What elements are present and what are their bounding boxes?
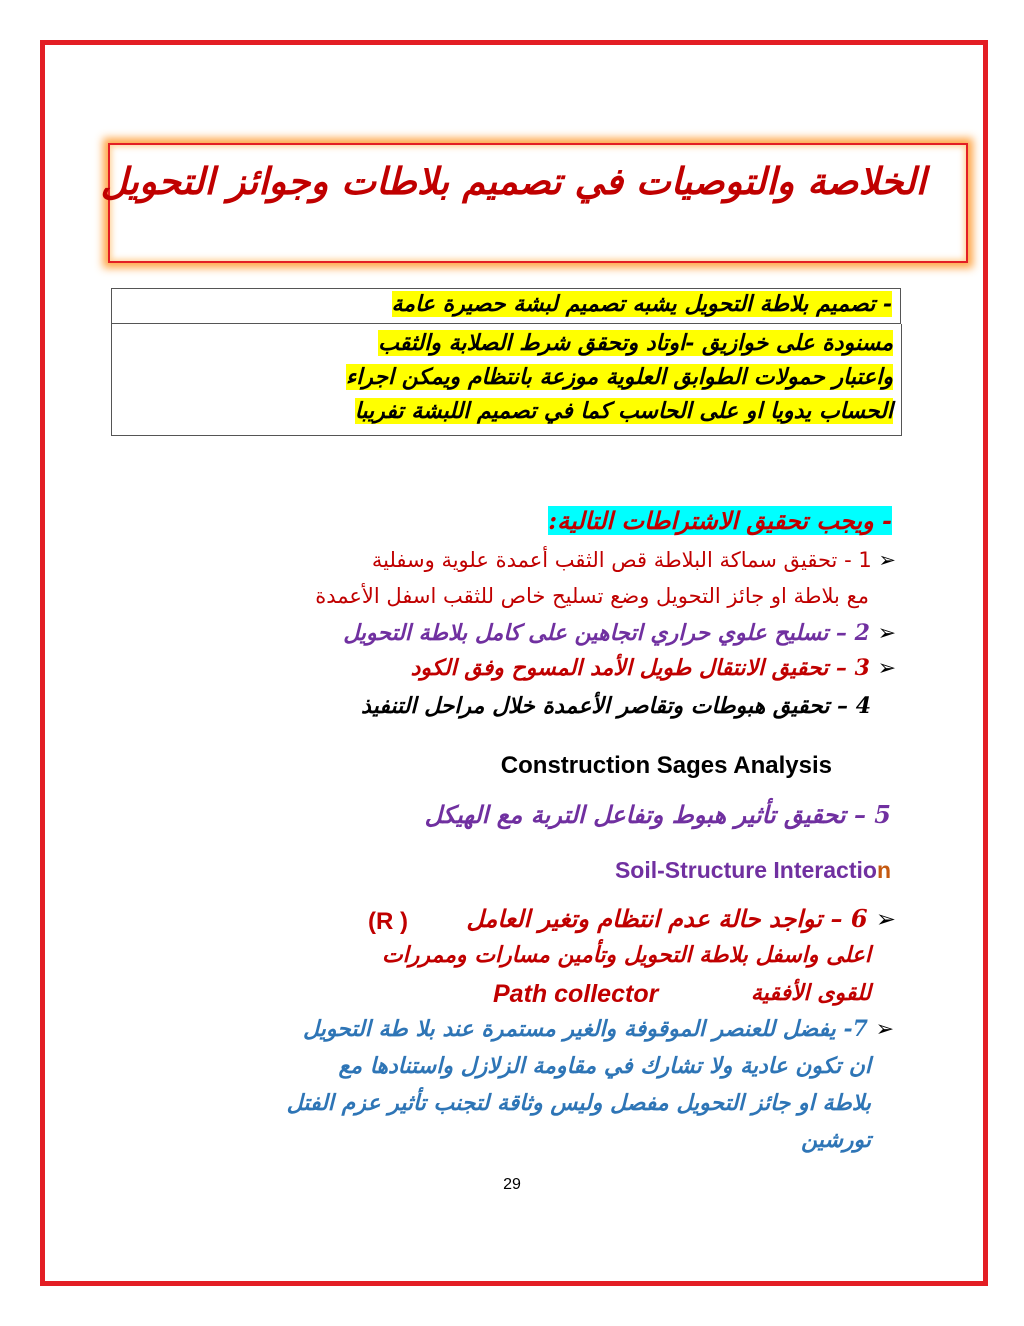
item-1-text: 1 - تحقيق سماكة البلاطة قص الثقب أعمدة علوية وسفلية bbox=[371, 548, 872, 572]
intro-text: - تصميم بلاطة التحويل يشبه تصميم لبشة حصيرة عامة bbox=[391, 291, 892, 317]
item-7-line-3: بلاطة او جائز التحويل مفصل وليس وثاقة لتجنب تأثير عزم الفتل bbox=[286, 1090, 871, 1116]
arrow-bullet-icon: ➢ bbox=[875, 1017, 894, 1042]
item-2-text: 2 – تسليح علوي حراري اتجاهين على كامل بلاطة التحويل bbox=[343, 620, 870, 646]
item-5-english bbox=[615, 857, 891, 884]
item-7-text: 7- يفضل للعنصر الموقوفة والغير مستمرة عند بلا طة التحويل bbox=[303, 1016, 868, 1042]
item-6-text: 6 – تواجد حالة عدم انتظام وتغير العامل bbox=[466, 904, 868, 933]
item-6-r-factor: (R ) bbox=[368, 908, 408, 935]
intro-line-3: الحساب يدويا او على الحاسب كما في تصميم اللبشة تفريبا bbox=[354, 398, 893, 424]
conditions-dash: - bbox=[882, 506, 892, 535]
item-1-line-2: مع بلاطة او جائز التحويل وضع تسليح خاص للثقب اسفل الأعمدة bbox=[315, 584, 869, 608]
item-7 bbox=[303, 1016, 894, 1042]
intro-line-1: مسنودة على خوازيق -اوتاد وتحقق شرط الصلابة والثقب bbox=[378, 330, 893, 356]
item-5: 5 – تحقيق تأثير هبوط وتفاعل التربة مع الهيكل bbox=[424, 800, 891, 829]
item-7-line-4: تورشين bbox=[801, 1127, 871, 1153]
arrow-bullet-icon: ➢ bbox=[875, 905, 896, 933]
item-5-english-last: n bbox=[876, 857, 891, 883]
page-number: 29 bbox=[503, 1176, 521, 1193]
arrow-bullet-icon: ➢ bbox=[877, 621, 896, 646]
item-2 bbox=[343, 620, 896, 646]
item-1 bbox=[372, 548, 896, 572]
item-4: 4 – تحقيق هبوطات وتقاصر الأعمدة خلال مراحل التنفيذ bbox=[361, 693, 871, 719]
item-6-english: Path collector bbox=[493, 980, 659, 1008]
item-6-line-3: للقوى الأفقية bbox=[750, 980, 871, 1006]
intro-details-box bbox=[111, 324, 902, 436]
item-5-english-main: Soil-Structure Interactio bbox=[614, 857, 877, 883]
intro-box bbox=[111, 288, 901, 324]
item-6-line-2: اعلى واسفل بلاطة التحويل وتأمين مسارات وممررات bbox=[381, 942, 871, 968]
arrow-bullet-icon: ➢ bbox=[878, 548, 896, 572]
page-title: الخلاصة والتوصيات في تصميم بلاطات وجوائز التحويل bbox=[100, 159, 926, 203]
intro-line-2: واعتبار حمولات الطوابق العلوية موزعة بانتظام ويمكن اجراء bbox=[345, 364, 893, 390]
arrow-bullet-icon: ➢ bbox=[877, 656, 896, 681]
item-3 bbox=[411, 655, 896, 681]
title-box bbox=[100, 143, 968, 263]
item-3-text: 3 – تحقيق الانتقال طويل الأمد المسوح وفق الكود bbox=[410, 655, 870, 681]
item-7-line-2: ان تكون عادية ولا تشارك في مقاومة الزلازل واستنادها مع bbox=[338, 1053, 871, 1079]
conditions-heading-row bbox=[548, 506, 892, 535]
item-4-english: Construction Sages Analysis bbox=[500, 752, 832, 779]
item-6 bbox=[466, 904, 896, 933]
conditions-heading: ويجب تحقيق الاشتراطات التالية: bbox=[548, 506, 874, 535]
